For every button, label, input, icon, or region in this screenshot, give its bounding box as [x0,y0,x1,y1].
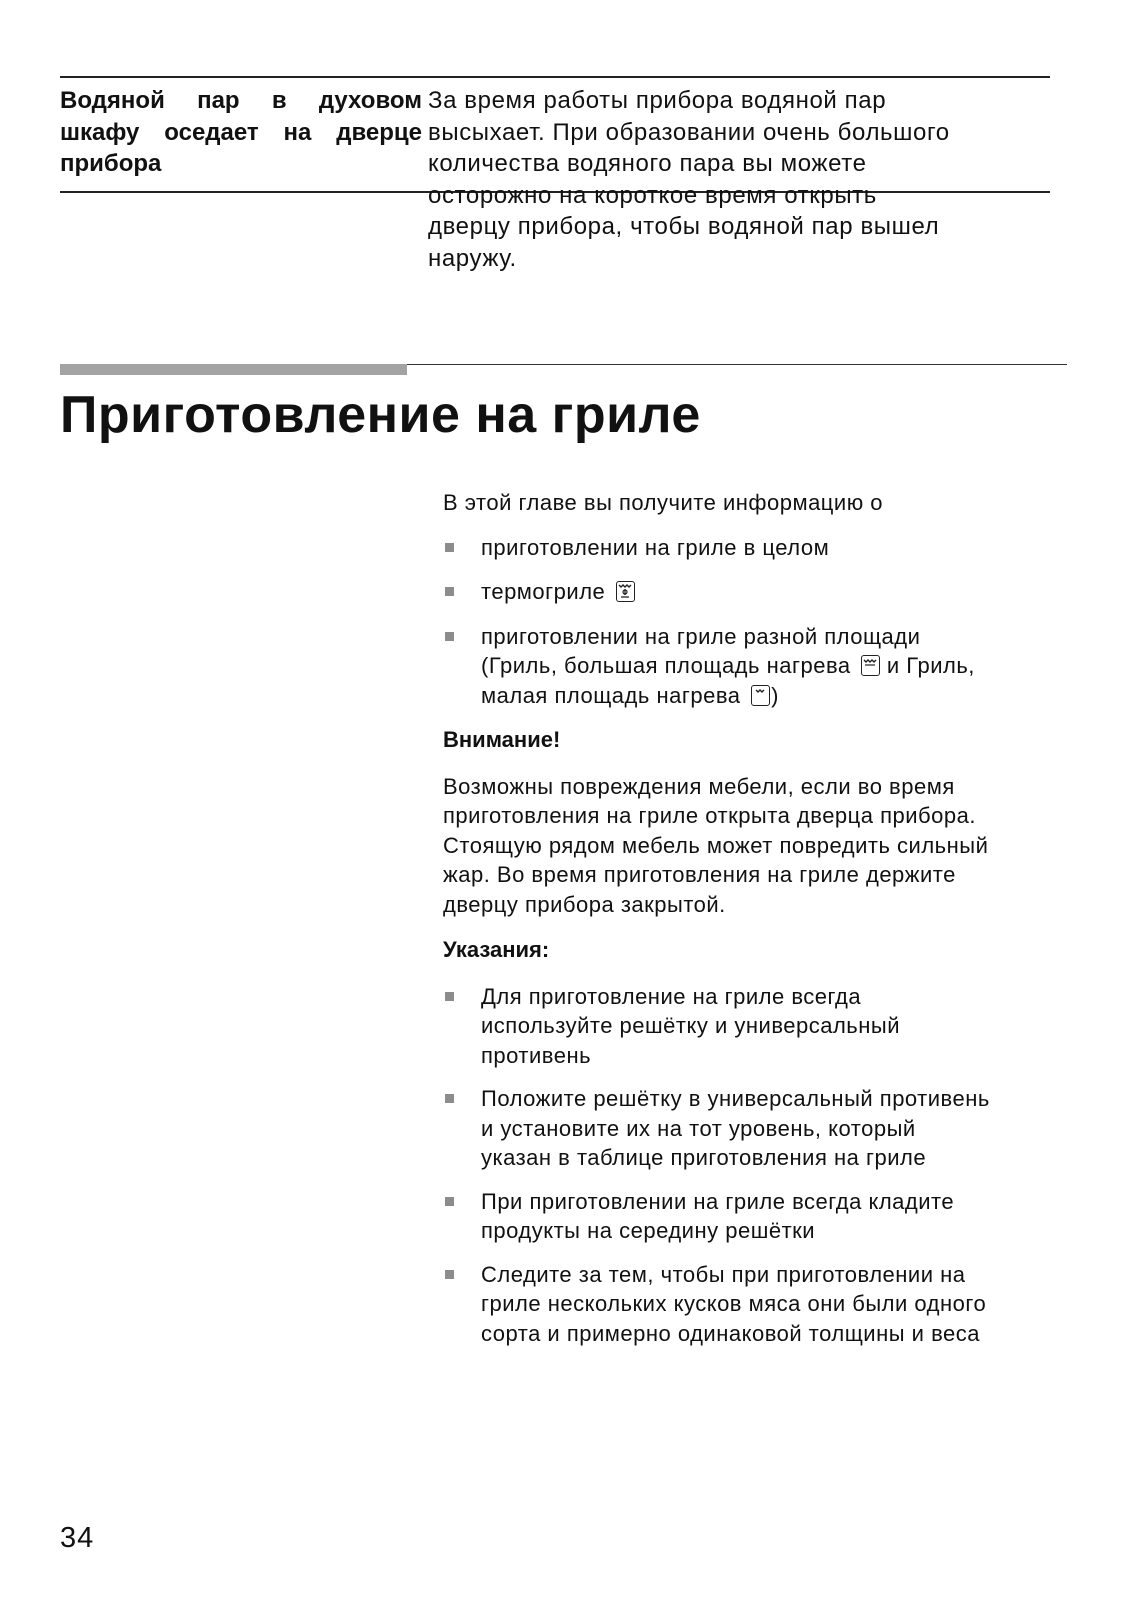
bullet-icon [445,632,454,641]
grill-small-area-icon [751,685,770,706]
section-content [443,488,1073,1362]
remedy-line: За время работы прибора водяной пар [428,87,887,114]
bullet-icon [445,1094,454,1103]
bullet-icon [445,543,454,552]
bullet-icon [445,992,454,1001]
grill-large-area-icon [861,655,880,676]
bullet-icon [445,1270,454,1279]
caution-heading: Внимание! [443,727,561,752]
remedy-cell [428,85,1021,274]
list-item: термогриле [443,577,1073,607]
notes-heading: Указания: [443,937,550,962]
topics-list [443,533,1073,711]
list-item: При приготовлении на гриле всегда кладите продукты на середину решётки [443,1187,1073,1246]
list-item: Положите решётку в универсальный противень и установите их на тот уровень, который указан в таблице приготовления на гриле [443,1084,1073,1173]
caution-text: Возможны повреждения мебели, если во время приготовления на гриле открыта дверца прибора. Стоящую рядом мебель может повредить сильный жар. Во время приготовления на гриле держите дверцу прибора закрытой. [443,773,989,917]
section-title: Приготовление на гриле [60,386,701,444]
list-item: Следите за тем, чтобы при приготовлении на гриле нескольких кусков мяса они были одного сорта и примерно одинаковой толщины и веса [443,1260,1073,1349]
page-number: 34 [60,1522,95,1554]
thermo-grill-icon [616,581,635,602]
problem-cell: Водяной пар в духовом шкафу оседает на дверце прибора [60,87,422,177]
notes-list [443,982,1073,1349]
list-item: Для приготовление на гриле всегда используйте решётку и универсальный противень [443,982,1073,1071]
remedy-line: осторожно на короткое время открыть [428,181,877,209]
list-item: приготовлении на гриле разной площади (Гриль, большая площадь нагрева и Гриль, малая площадь нагрева ) [443,622,1073,711]
remedy-line: количества водяного пара вы можете [428,150,867,177]
list-item: приготовлении на гриле в целом [443,533,1073,563]
section-accent-bar [60,364,407,375]
bullet-icon [445,1197,454,1206]
bullet-icon [445,587,454,596]
remedy-line: наружу. [428,244,517,272]
remedy-line: дверцу прибора, чтобы водяной пар вышел [428,213,940,240]
remedy-line: высыхает. При образовании очень большого [428,118,950,146]
troubleshooting-table [60,76,1050,272]
intro-text: В этой главе вы получите информацию о [443,490,884,515]
